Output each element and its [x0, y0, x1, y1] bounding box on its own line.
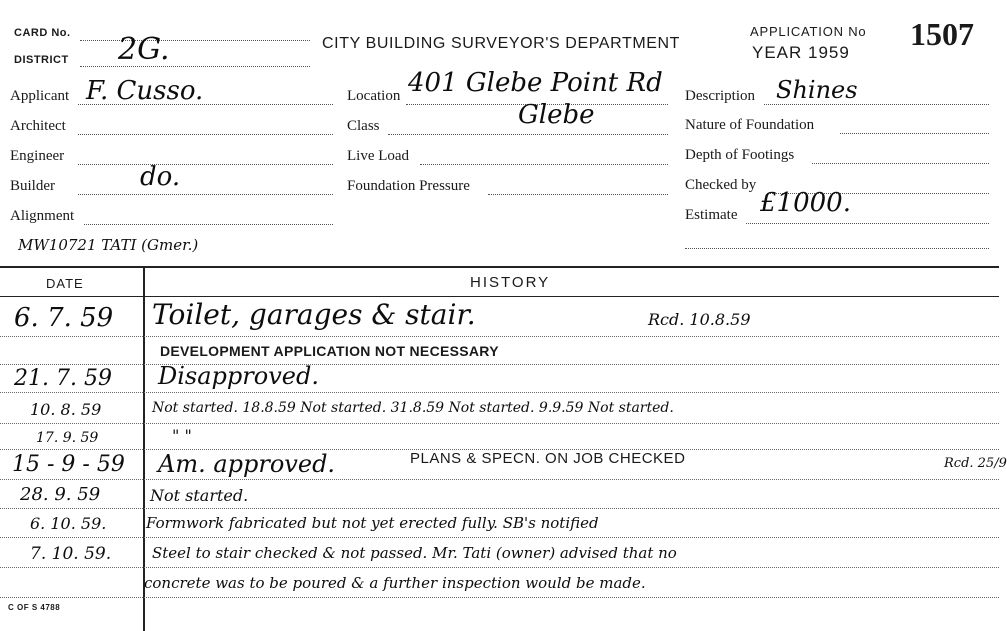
foundation-pressure-line	[488, 194, 668, 195]
applicant-value: F. Cusso.	[86, 76, 204, 106]
history-date: 17. 9. 59	[36, 430, 99, 446]
row-separator	[0, 336, 999, 337]
row-separator	[0, 392, 999, 393]
live-load-label: Live Load	[347, 148, 410, 164]
form-code: C OF S 4788	[8, 603, 61, 612]
live-load-line	[420, 164, 668, 165]
history-date: 6. 10. 59.	[30, 514, 107, 533]
nature-line	[840, 133, 989, 134]
history-date: 15 - 9 - 59	[12, 452, 125, 477]
history-text: Disapproved.	[158, 362, 319, 390]
history-date: 28. 9. 59	[20, 484, 101, 505]
history-date: 21. 7. 59	[14, 366, 112, 391]
row-separator	[0, 364, 999, 365]
depth-label: Depth of Footings	[685, 147, 795, 163]
row-separator	[0, 537, 999, 538]
alignment-label: Alignment	[10, 208, 75, 224]
plans-checked-stamp: PLANS & SPECN. ON JOB CHECKED	[410, 450, 686, 467]
department-title: CITY BUILDING SURVEYOR'S DEPARTMENT	[322, 35, 681, 52]
row-separator	[0, 508, 999, 509]
history-header-border	[0, 296, 999, 297]
history-note: Rcd. 25/9	[944, 456, 1007, 471]
history-header: HISTORY	[470, 274, 551, 291]
history-date: 7. 10. 59.	[30, 544, 112, 564]
description-value: Shines	[776, 76, 858, 104]
district-label: DISTRICT	[14, 54, 69, 66]
history-text: concrete was to be poured & a further inspection would be made.	[144, 574, 646, 592]
checked-label: Checked by	[685, 177, 757, 193]
development-stamp: DEVELOPMENT APPLICATION NOT NECESSARY	[160, 343, 499, 359]
row-separator	[0, 567, 999, 568]
card-no-label: CARD No.	[14, 27, 71, 39]
architect-label: Architect	[10, 118, 66, 134]
row-separator	[0, 597, 999, 598]
estimate-value: £1000.	[760, 188, 851, 218]
application-label: APPLICATION No	[750, 24, 867, 39]
class-label: Class	[347, 118, 380, 134]
district-value: 2G.	[118, 32, 170, 67]
history-text: " "	[172, 426, 192, 445]
alignment-note: MW10721 TATI (Gmer.)	[18, 236, 199, 254]
location-value-2: Glebe	[518, 100, 595, 130]
history-top-border	[0, 266, 999, 268]
alignment-line	[84, 224, 333, 225]
architect-line	[78, 134, 333, 135]
class-line	[388, 134, 668, 135]
history-date: 10. 8. 59	[30, 400, 102, 419]
location-value: 401 Glebe Point Rd	[408, 68, 663, 98]
description-label: Description	[685, 88, 755, 104]
applicant-label: Applicant	[10, 88, 70, 104]
date-header: DATE	[46, 276, 84, 291]
location-label: Location	[347, 88, 401, 104]
foundation-pressure-label: Foundation Pressure	[347, 178, 470, 194]
depth-line	[812, 163, 989, 164]
application-number: 1507	[910, 16, 974, 52]
history-text: Toilet, garages & stair.	[152, 298, 476, 331]
builder-line	[78, 194, 333, 195]
engineer-label: Engineer	[10, 148, 65, 164]
year-label: YEAR 1959	[752, 43, 850, 62]
estimate-line	[746, 223, 989, 224]
extra-line	[685, 248, 989, 249]
card-no-line	[80, 40, 310, 41]
row-separator	[0, 479, 999, 480]
district-line	[80, 66, 310, 67]
history-text: Steel to stair checked & not passed. Mr. Tati (owner) advised that no	[152, 544, 677, 562]
builder-value: do.	[140, 162, 181, 192]
nature-label: Nature of Foundation	[685, 117, 815, 133]
history-text: Not started.	[150, 486, 249, 505]
history-text: Formwork fabricated but not yet erected fully. SB's notified	[146, 514, 599, 532]
estimate-label: Estimate	[685, 207, 738, 223]
builder-label: Builder	[10, 178, 55, 194]
history-note: Rcd. 10.8.59	[648, 310, 751, 329]
history-date: 6. 7. 59	[14, 303, 114, 333]
row-separator	[0, 423, 999, 424]
history-text: Am. approved.	[158, 450, 336, 478]
engineer-line	[78, 164, 333, 165]
description-line	[764, 104, 989, 105]
history-text: Not started. 18.8.59 Not started. 31.8.59 Not started. 9.9.59 Not started.	[152, 400, 674, 416]
